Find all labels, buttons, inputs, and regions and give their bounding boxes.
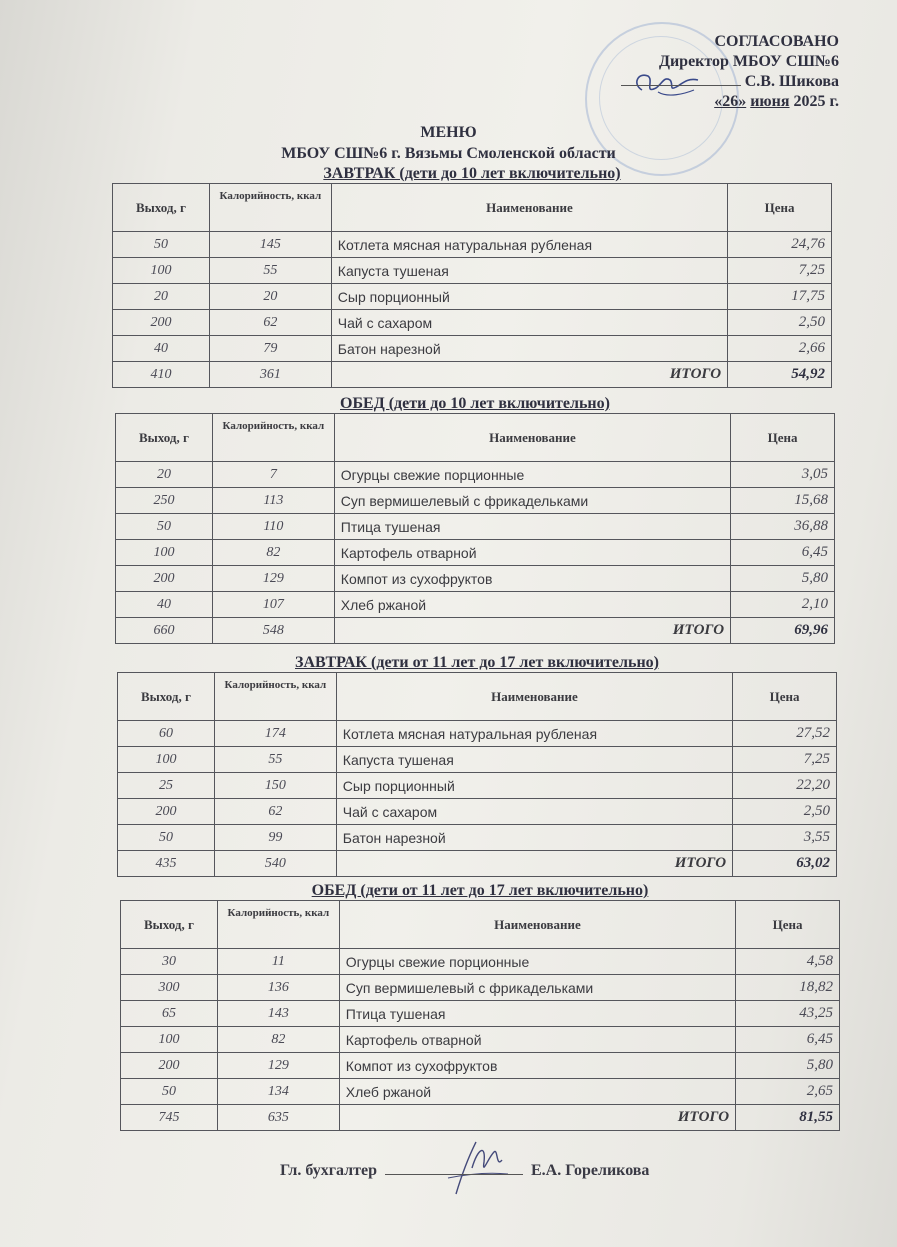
col-name-header: Наименование [331, 184, 727, 232]
col-yield-header: Выход, г [118, 673, 215, 721]
table-row [121, 1079, 840, 1105]
page-title: МЕНЮ [420, 124, 477, 141]
calories-cell: 145 [209, 232, 331, 258]
menu-table-lunch-senior [120, 900, 840, 1131]
col-calories-header: Калорийность, ккал [214, 673, 336, 721]
total-label: ИТОГО [331, 362, 727, 388]
section-title-lunch-senior: ОБЕД (дети от 11 лет до 17 лет включительно) [311, 882, 649, 899]
total-calories-cell: 540 [214, 851, 336, 877]
price-cell: 2,50 [728, 310, 832, 336]
table-row [113, 336, 832, 362]
yield-cell: 50 [116, 514, 213, 540]
approval-title: СОГЛАСОВАНО [714, 33, 839, 50]
price-cell: 18,82 [736, 975, 840, 1001]
yield-cell: 20 [116, 462, 213, 488]
approval-date-day: «26» [714, 93, 747, 110]
table-row [113, 284, 832, 310]
yield-cell: 50 [121, 1079, 218, 1105]
table-row [121, 975, 840, 1001]
price-cell: 15,68 [731, 488, 835, 514]
price-cell: 3,55 [733, 825, 837, 851]
price-cell: 5,80 [731, 566, 835, 592]
total-label: ИТОГО [339, 1105, 735, 1131]
dish-name-cell: Чай с сахаром [336, 799, 732, 825]
footer-name: Е.А. Гореликова [530, 1162, 650, 1179]
footer-signature-line [280, 1160, 840, 1180]
approval-date-year: 2025 г. [793, 93, 839, 110]
dish-name-cell: Хлеб ржаной [339, 1079, 735, 1105]
dish-name-cell: Суп вермишелевый с фрикадельками [339, 975, 735, 1001]
price-cell: 36,88 [731, 514, 835, 540]
yield-cell: 200 [121, 1053, 218, 1079]
calories-cell: 99 [214, 825, 336, 851]
yield-cell: 40 [113, 336, 210, 362]
total-label: ИТОГО [334, 618, 730, 644]
section-title-breakfast-senior: ЗАВТРАК (дети от 11 лет до 17 лет включительно) [295, 654, 659, 671]
calories-cell: 129 [212, 566, 334, 592]
total-yield-cell: 745 [121, 1105, 218, 1131]
price-cell: 6,45 [736, 1027, 840, 1053]
price-cell: 5,80 [736, 1053, 840, 1079]
total-calories-cell: 635 [217, 1105, 339, 1131]
col-calories-header: Калорийность, ккал [212, 414, 334, 462]
total-row [116, 618, 835, 644]
calories-cell: 113 [212, 488, 334, 514]
total-calories-cell: 548 [212, 618, 334, 644]
calories-cell: 79 [209, 336, 331, 362]
calories-cell: 174 [214, 721, 336, 747]
dish-name-cell: Капуста тушеная [331, 258, 727, 284]
yield-cell: 60 [118, 721, 215, 747]
price-cell: 22,20 [733, 773, 837, 799]
menu-table-lunch-junior [115, 413, 835, 644]
footer-role: Гл. бухгалтер [280, 1162, 377, 1179]
total-yield-cell: 410 [113, 362, 210, 388]
approval-block [539, 32, 839, 112]
dish-name-cell: Сыр порционный [336, 773, 732, 799]
price-cell: 3,05 [731, 462, 835, 488]
yield-cell: 30 [121, 949, 218, 975]
dish-name-cell: Котлета мясная натуральная рубленая [336, 721, 732, 747]
price-cell: 6,45 [731, 540, 835, 566]
table-header-row [116, 414, 835, 462]
calories-cell: 55 [214, 747, 336, 773]
col-calories-header: Калорийность, ккал [209, 184, 331, 232]
calories-cell: 107 [212, 592, 334, 618]
price-cell: 17,75 [728, 284, 832, 310]
signature-line [385, 1160, 523, 1175]
table-row [118, 747, 837, 773]
table-row [116, 514, 835, 540]
table-row [121, 1053, 840, 1079]
yield-cell: 20 [113, 284, 210, 310]
dish-name-cell: Огурцы свежие порционные [339, 949, 735, 975]
yield-cell: 200 [118, 799, 215, 825]
col-name-header: Наименование [334, 414, 730, 462]
col-yield-header: Выход, г [121, 901, 218, 949]
calories-cell: 11 [217, 949, 339, 975]
table-row [116, 592, 835, 618]
total-price-cell: 63,02 [733, 851, 837, 877]
yield-cell: 65 [121, 1001, 218, 1027]
price-cell: 27,52 [733, 721, 837, 747]
price-cell: 7,25 [728, 258, 832, 284]
section-title-breakfast-junior: ЗАВТРАК (дети до 10 лет включительно) [323, 165, 621, 182]
yield-cell: 50 [113, 232, 210, 258]
calories-cell: 150 [214, 773, 336, 799]
table-row [116, 488, 835, 514]
price-cell: 2,65 [736, 1079, 840, 1105]
col-price-header: Цена [733, 673, 837, 721]
total-price-cell: 81,55 [736, 1105, 840, 1131]
calories-cell: 82 [212, 540, 334, 566]
total-row [113, 362, 832, 388]
yield-cell: 300 [121, 975, 218, 1001]
yield-cell: 50 [118, 825, 215, 851]
table-row [116, 540, 835, 566]
dish-name-cell: Огурцы свежие порционные [334, 462, 730, 488]
table-row [116, 566, 835, 592]
yield-cell: 200 [116, 566, 213, 592]
total-label: ИТОГО [336, 851, 732, 877]
yield-cell: 100 [121, 1027, 218, 1053]
price-cell: 43,25 [736, 1001, 840, 1027]
calories-cell: 62 [214, 799, 336, 825]
calories-cell: 7 [212, 462, 334, 488]
table-row [113, 310, 832, 336]
table-row [121, 1027, 840, 1053]
approval-director-line [539, 72, 839, 92]
col-price-header: Цена [731, 414, 835, 462]
yield-cell: 200 [113, 310, 210, 336]
total-row [121, 1105, 840, 1131]
approval-position: Директор МБОУ СШ№6 [658, 53, 839, 70]
dish-name-cell: Картофель отварной [334, 540, 730, 566]
col-price-header: Цена [736, 901, 840, 949]
yield-cell: 40 [116, 592, 213, 618]
table-row [118, 799, 837, 825]
menu-table-breakfast-senior [117, 672, 837, 877]
col-price-header: Цена [728, 184, 832, 232]
price-cell: 4,58 [736, 949, 840, 975]
total-price-cell: 69,96 [731, 618, 835, 644]
calories-cell: 143 [217, 1001, 339, 1027]
dish-name-cell: Компот из сухофруктов [339, 1053, 735, 1079]
dish-name-cell: Птица тушеная [334, 514, 730, 540]
calories-cell: 110 [212, 514, 334, 540]
total-yield-cell: 660 [116, 618, 213, 644]
calories-cell: 55 [209, 258, 331, 284]
table-row [118, 825, 837, 851]
dish-name-cell: Капуста тушеная [336, 747, 732, 773]
col-name-header: Наименование [336, 673, 732, 721]
total-price-cell: 54,92 [728, 362, 832, 388]
price-cell: 7,25 [733, 747, 837, 773]
price-cell: 2,66 [728, 336, 832, 362]
dish-name-cell: Батон нарезной [336, 825, 732, 851]
table-row [121, 1001, 840, 1027]
section-title-lunch-junior: ОБЕД (дети до 10 лет включительно) [340, 395, 610, 412]
dish-name-cell: Хлеб ржаной [334, 592, 730, 618]
yield-cell: 25 [118, 773, 215, 799]
col-name-header: Наименование [339, 901, 735, 949]
col-calories-header: Калорийность, ккал [217, 901, 339, 949]
table-header-row [118, 673, 837, 721]
table-header-row [113, 184, 832, 232]
approval-date [539, 92, 839, 112]
table-row [121, 949, 840, 975]
dish-name-cell: Птица тушеная [339, 1001, 735, 1027]
col-yield-header: Выход, г [116, 414, 213, 462]
table-row [118, 721, 837, 747]
price-cell: 2,10 [731, 592, 835, 618]
total-yield-cell: 435 [118, 851, 215, 877]
yield-cell: 100 [116, 540, 213, 566]
table-row [113, 232, 832, 258]
dish-name-cell: Компот из сухофруктов [334, 566, 730, 592]
price-cell: 24,76 [728, 232, 832, 258]
col-yield-header: Выход, г [113, 184, 210, 232]
table-header-row [121, 901, 840, 949]
dish-name-cell: Картофель отварной [339, 1027, 735, 1053]
calories-cell: 62 [209, 310, 331, 336]
total-row [118, 851, 837, 877]
dish-name-cell: Суп вермишелевый с фрикадельками [334, 488, 730, 514]
yield-cell: 100 [118, 747, 215, 773]
approval-director-name: С.В. Шикова [744, 73, 839, 90]
dish-name-cell: Чай с сахаром [331, 310, 727, 336]
yield-cell: 100 [113, 258, 210, 284]
price-cell: 2,50 [733, 799, 837, 825]
table-row [118, 773, 837, 799]
approval-date-month: июня [750, 93, 790, 110]
dish-name-cell: Батон нарезной [331, 336, 727, 362]
calories-cell: 136 [217, 975, 339, 1001]
table-row [116, 462, 835, 488]
dish-name-cell: Сыр порционный [331, 284, 727, 310]
page-subtitle: МБОУ СШ№6 г. Вязьмы Смоленской области [281, 145, 616, 162]
yield-cell: 250 [116, 488, 213, 514]
calories-cell: 134 [217, 1079, 339, 1105]
calories-cell: 82 [217, 1027, 339, 1053]
menu-table-breakfast-junior [112, 183, 832, 388]
total-calories-cell: 361 [209, 362, 331, 388]
table-row [113, 258, 832, 284]
calories-cell: 20 [209, 284, 331, 310]
calories-cell: 129 [217, 1053, 339, 1079]
dish-name-cell: Котлета мясная натуральная рубленая [331, 232, 727, 258]
